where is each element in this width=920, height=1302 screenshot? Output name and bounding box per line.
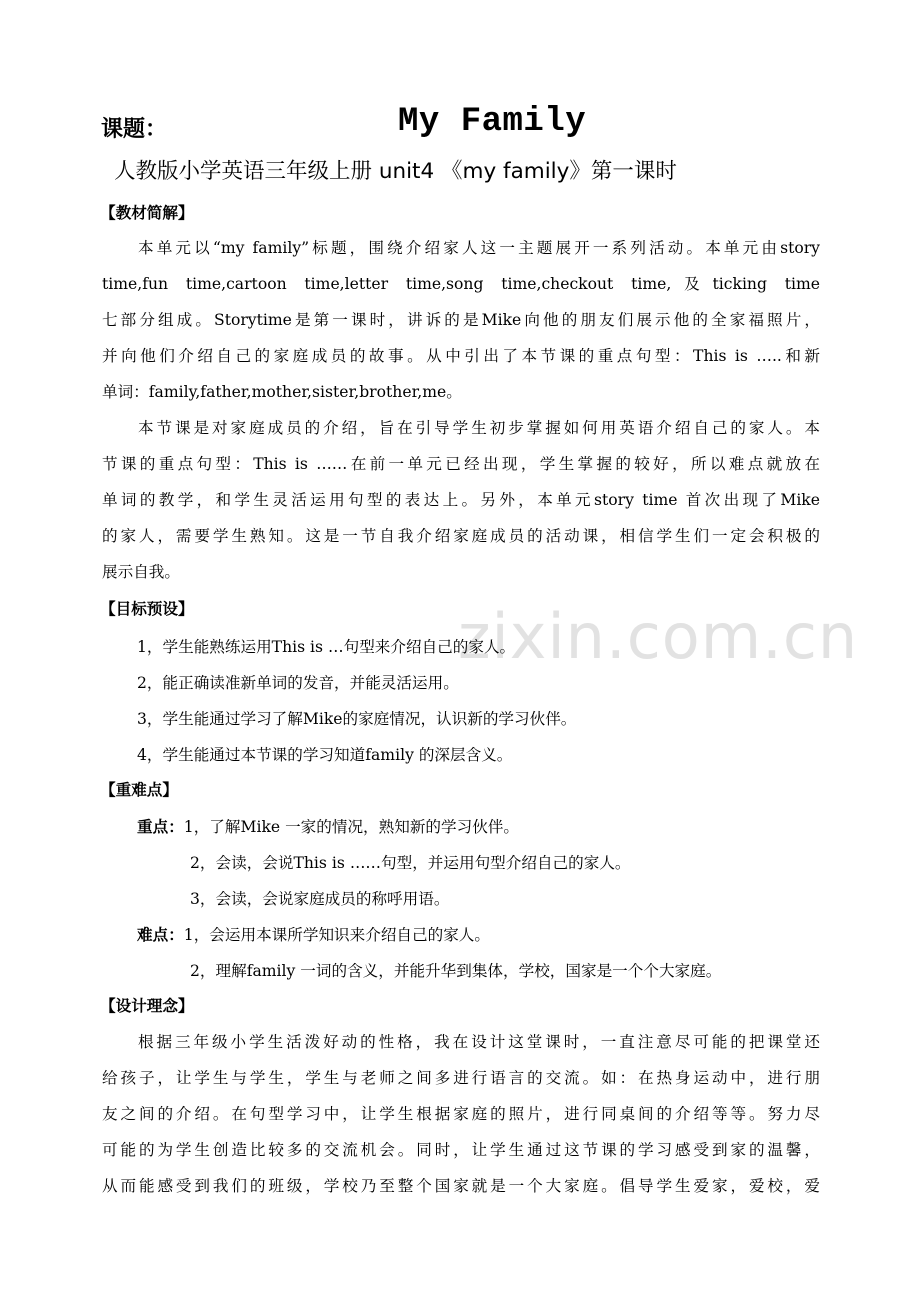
difficulty-label: 难点： xyxy=(137,926,184,944)
focus-item: 2，会读，会说This is ……句型，并运用句型介绍自己的家人。 xyxy=(190,854,631,872)
paragraph-line: 七部分组成。Storytime是第一课时，讲诉的是Mike向他的朋友们展示他的全家福照片， xyxy=(102,311,820,329)
paragraph-line: 可能的为学生创造比较多的交流机会。同时，让学生通过这节课的学习感受到家的温馨， xyxy=(102,1141,820,1159)
difficulty-text: 1，会运用本课所学知识来介绍自己的家人。 xyxy=(183,926,490,944)
goal-item: 3，学生能通过学习了解Mike的家庭情况，认识新的学习伙伴。 xyxy=(137,710,577,728)
difficulty-item: 2，理解family 一词的含义，并能升华到集体，学校，国家是一个个大家庭。 xyxy=(190,962,722,980)
subtitle: 人教版小学英语三年级上册 unit4 《my family》第一课时 xyxy=(114,159,677,184)
title-label: 课题： xyxy=(101,117,168,142)
paragraph-line: 展示自我。 xyxy=(102,563,180,581)
goal-item: 4，学生能通过本节课的学习知道family 的深层含义。 xyxy=(137,746,513,764)
watermark: zixin.com.cn xyxy=(458,600,859,673)
goal-item: 2，能正确读准新单词的发音，并能灵活运用。 xyxy=(137,674,459,692)
focus-item xyxy=(137,809,519,845)
paragraph-line: 单词的教学，和学生灵活运用句型的表达上。另外，本单元story time 首次出现了Mike xyxy=(102,491,820,509)
paragraph-line: 的家人，需要学生熟知。这是一节自我介绍家庭成员的活动课，相信学生们一定会积极的 xyxy=(102,527,820,545)
paragraph-line: 给孩子，让学生与学生，学生与老师之间多进行语言的交流。如：在热身运动中，进行朋 xyxy=(102,1069,820,1087)
paragraph-line: 节课的重点句型：This is ……在前一单元已经出现，学生掌握的较好，所以难点就放在 xyxy=(102,455,820,473)
focus-label: 重点： xyxy=(137,818,184,836)
heading-design: 【设计理念】 xyxy=(100,997,194,1015)
title-row xyxy=(0,103,920,147)
paragraph-line: 根据三年级小学生活泼好动的性格，我在设计这堂课时，一直注意尽可能的把课堂还 xyxy=(138,1033,820,1051)
paragraph-line: 本单元以“my family”标题，围绕介绍家人这一主题展开一系列活动。本单元由story xyxy=(138,239,820,257)
goal-item: 1，学生能熟练运用This is …句型来介绍自己的家人。 xyxy=(137,638,516,656)
paragraph-line: time,fun time,cartoon time,letter time,song time,checkout time,及ticking time xyxy=(102,275,820,293)
paragraph-line: 从而能感受到我们的班级，学校乃至整个国家就是一个大家庭。倡导学生爱家，爱校，爱 xyxy=(102,1177,820,1195)
paragraph-line: 友之间的介绍。在句型学习中，让学生根据家庭的照片，进行同桌间的介绍等等。努力尽 xyxy=(102,1105,820,1123)
heading-textbook: 【教材简解】 xyxy=(100,204,194,222)
heading-goals: 【目标预设】 xyxy=(100,600,194,618)
focus-item: 3，会读，会说家庭成员的称呼用语。 xyxy=(190,890,450,908)
focus-text: 1，了解Mike 一家的情况，熟知新的学习伙伴。 xyxy=(183,818,519,836)
paragraph-line: 本节课是对家庭成员的介绍，旨在引导学生初步掌握如何用英语介绍自己的家人。本 xyxy=(138,419,820,437)
heading-keypoints: 【重难点】 xyxy=(100,781,178,799)
page-title: My Family xyxy=(398,103,587,141)
paragraph-line: 单词：family,father,mother,sister,brother,me。 xyxy=(102,383,462,401)
paragraph-line: 并向他们介绍自己的家庭成员的故事。从中引出了本节课的重点句型：This is …..和新 xyxy=(102,347,820,365)
difficulty-item xyxy=(137,917,490,953)
